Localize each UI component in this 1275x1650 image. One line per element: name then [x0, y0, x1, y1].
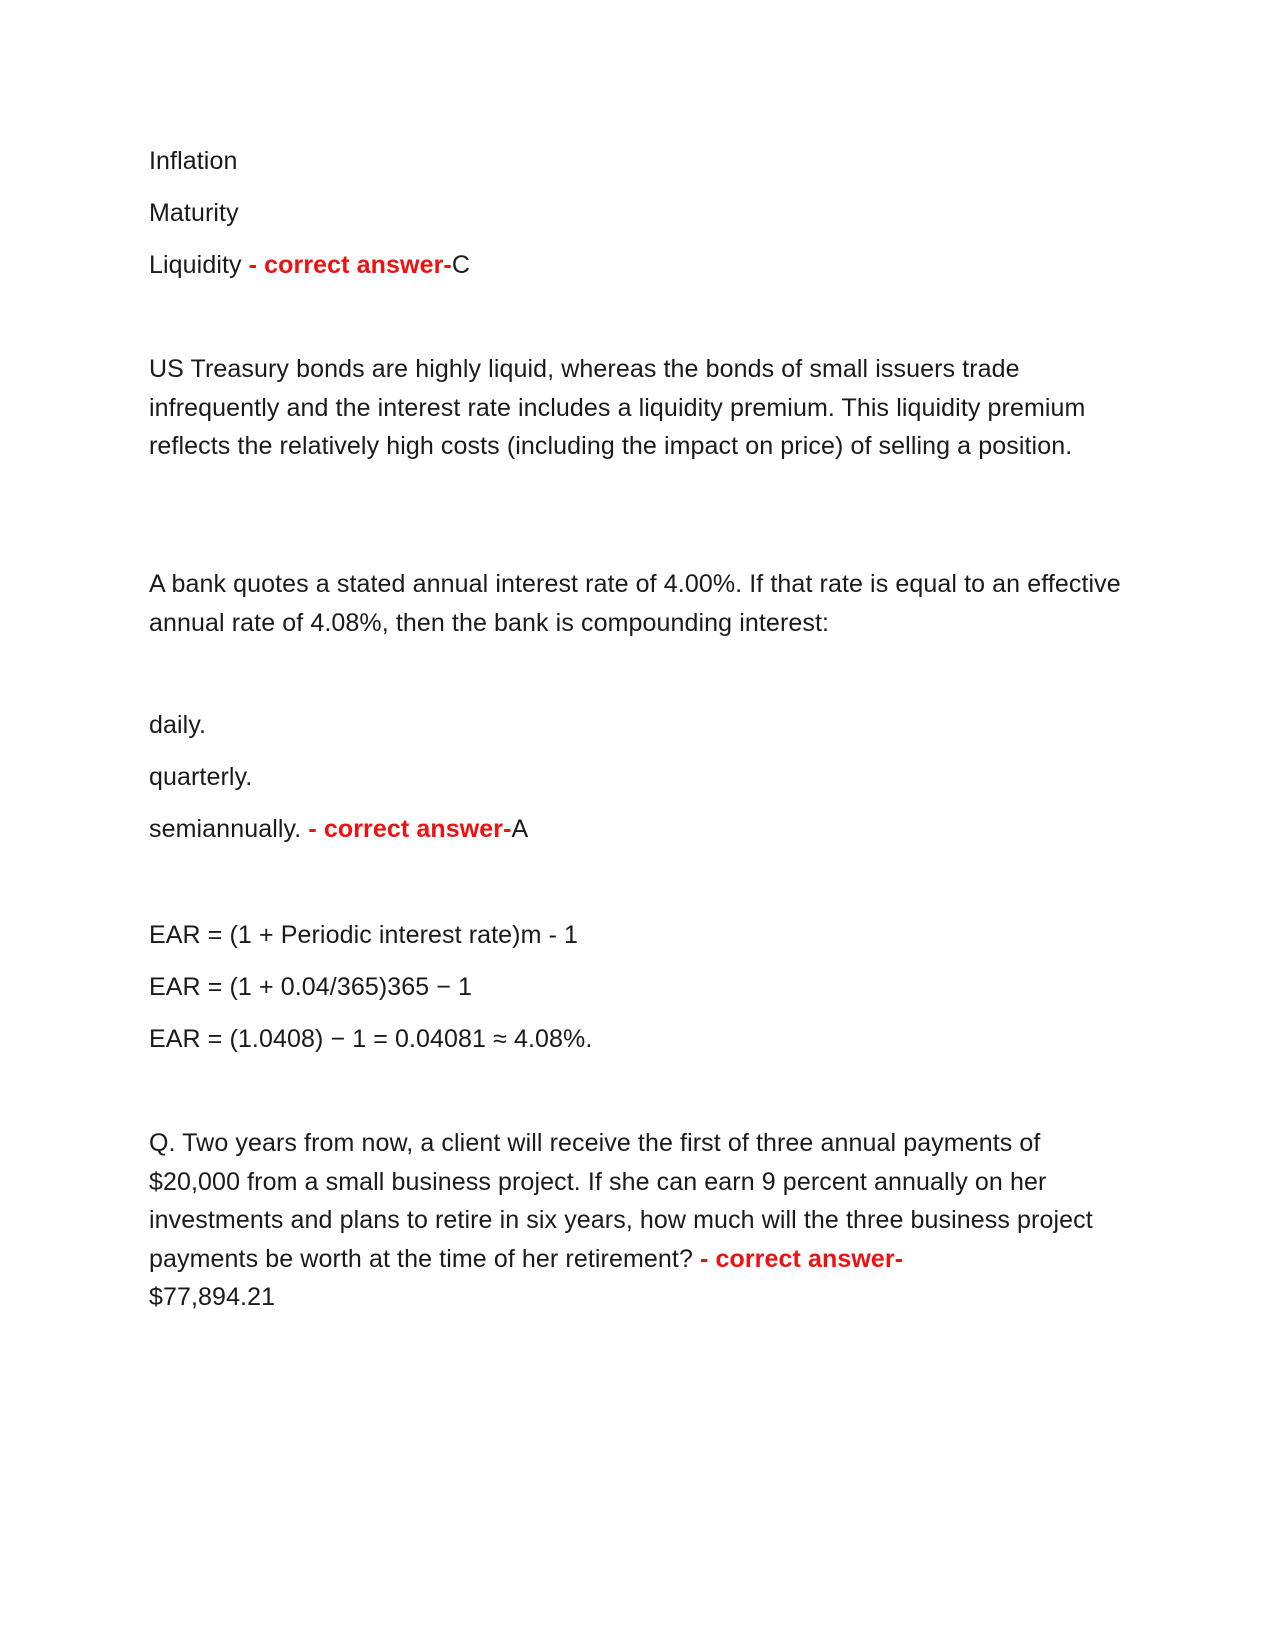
option-text: quarterly.: [149, 763, 253, 791]
option-liquidity: [149, 246, 470, 284]
correct-answer-value: A: [511, 815, 529, 843]
formula-text: EAR = (1 + 0.04/365)365 − 1: [149, 973, 473, 1001]
correct-answer-marker: - correct answer-: [301, 815, 512, 843]
correct-answer-value: $77,894.21: [149, 1283, 276, 1311]
formula-text: EAR = (1.0408) − 1 = 0.04081 ≈ 4.08%.: [149, 1025, 593, 1053]
formula-line: [149, 968, 472, 1006]
formula-line: [149, 916, 578, 954]
option-text: Maturity: [149, 199, 239, 227]
option-quarterly: [149, 758, 252, 796]
option-maturity: [149, 194, 239, 232]
option-inflation: [149, 142, 237, 180]
question-compounding: [149, 565, 1129, 642]
option-daily: [149, 706, 206, 744]
option-text: Liquidity: [149, 251, 242, 279]
option-semiannually: [149, 810, 528, 848]
correct-answer-value: C: [451, 251, 470, 279]
formula-line: [149, 1020, 592, 1058]
paragraph-text: US Treasury bonds are highly liquid, whereas the bonds of small issuers trade infrequently and the interest rate includes a liquidity premium. This liquidity premium reflects the relatively high costs (including the impact on price) of selling a position.: [149, 355, 1086, 460]
option-text: Inflation: [149, 147, 238, 175]
question-future-value: [149, 1124, 1129, 1317]
correct-answer-marker: - correct answer-: [241, 251, 452, 279]
question-text: A bank quotes a stated annual interest rate of 4.00%. If that rate is equal to an effective annual rate of 4.08%, then the bank is compounding interest:: [149, 570, 1121, 637]
formula-text: EAR = (1 + Periodic interest rate)m - 1: [149, 921, 579, 949]
question-text: Q. Two years from now, a client will receive the first of three annual payments of $20,000 from a small business project. If she can earn 9 percent annually on her investments and plans to retire in six years, how much will the three business project payments be worth at the time of her retirement?: [149, 1129, 1093, 1273]
explanation-liquidity-premium: [149, 350, 1129, 466]
correct-answer-marker: - correct answer-: [692, 1244, 904, 1273]
option-text: semiannually.: [149, 815, 302, 843]
option-text: daily.: [149, 711, 207, 739]
